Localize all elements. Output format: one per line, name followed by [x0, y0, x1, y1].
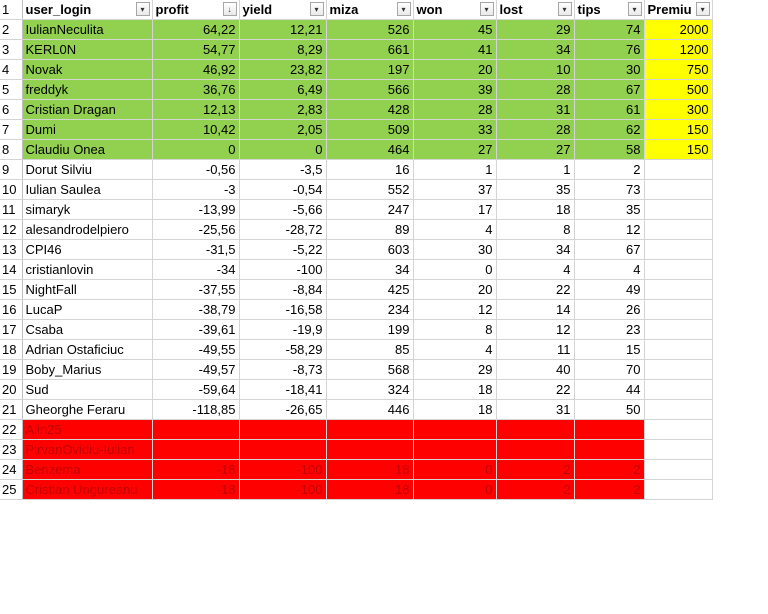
cell-yield[interactable]: 6,49	[239, 80, 326, 100]
cell-lost[interactable]: 35	[496, 180, 574, 200]
cell-user-login[interactable]: Benzema	[22, 460, 152, 480]
cell-lost[interactable]: 2	[496, 460, 574, 480]
cell-premiu[interactable]	[644, 360, 712, 380]
cell-yield[interactable]	[239, 420, 326, 440]
cell-profit[interactable]: -0,56	[152, 160, 239, 180]
cell-miza[interactable]: 18	[326, 480, 413, 500]
cell-miza[interactable]: 568	[326, 360, 413, 380]
row-number[interactable]: 5	[0, 80, 22, 100]
cell-won[interactable]: 28	[413, 100, 496, 120]
cell-yield[interactable]: -8,84	[239, 280, 326, 300]
row-number[interactable]: 14	[0, 260, 22, 280]
cell-won[interactable]: 4	[413, 220, 496, 240]
cell-yield[interactable]: 23,82	[239, 60, 326, 80]
cell-yield[interactable]: -100	[239, 260, 326, 280]
cell-profit[interactable]: -25,56	[152, 220, 239, 240]
cell-tips[interactable]: 12	[574, 220, 644, 240]
row-number[interactable]: 12	[0, 220, 22, 240]
cell-won[interactable]: 18	[413, 380, 496, 400]
cell-profit[interactable]: -31,5	[152, 240, 239, 260]
cell-lost[interactable]: 28	[496, 120, 574, 140]
cell-user-login[interactable]: Iulian Saulea	[22, 180, 152, 200]
cell-won[interactable]: 0	[413, 480, 496, 500]
cell-miza[interactable]: 526	[326, 20, 413, 40]
table-row	[0, 20, 712, 40]
cell-user-login[interactable]: KERL0N	[22, 40, 152, 60]
cell-profit[interactable]: -3	[152, 180, 239, 200]
row-number[interactable]: 2	[0, 20, 22, 40]
filter-dropdown-icon[interactable]: ▾	[558, 2, 572, 16]
row-number[interactable]: 13	[0, 240, 22, 260]
cell-user-login[interactable]: CPI46	[22, 240, 152, 260]
cell-profit[interactable]: -118,85	[152, 400, 239, 420]
cell-miza[interactable]: 85	[326, 340, 413, 360]
column-header-user-login[interactable]	[22, 0, 152, 20]
cell-won[interactable]: 45	[413, 20, 496, 40]
cell-user-login[interactable]: Cristian Dragan	[22, 100, 152, 120]
filter-dropdown-icon[interactable]: ▾	[696, 2, 710, 16]
cell-user-login[interactable]: Sud	[22, 380, 152, 400]
row-number[interactable]: 15	[0, 280, 22, 300]
row-number[interactable]: 24	[0, 460, 22, 480]
cell-lost[interactable]	[496, 420, 574, 440]
cell-profit[interactable]	[152, 420, 239, 440]
cell-profit[interactable]: -18	[152, 460, 239, 480]
cell-lost[interactable]: 31	[496, 400, 574, 420]
row-number[interactable]: 9	[0, 160, 22, 180]
cell-yield[interactable]: -0,54	[239, 180, 326, 200]
cell-tips[interactable]: 50	[574, 400, 644, 420]
cell-yield[interactable]: 8,29	[239, 40, 326, 60]
cell-profit[interactable]: -37,55	[152, 280, 239, 300]
cell-lost[interactable]: 2	[496, 480, 574, 500]
cell-profit[interactable]: 0	[152, 140, 239, 160]
cell-profit[interactable]	[152, 440, 239, 460]
cell-won[interactable]: 39	[413, 80, 496, 100]
cell-won[interactable]: 17	[413, 200, 496, 220]
cell-yield[interactable]: -26,65	[239, 400, 326, 420]
cell-miza[interactable]: 552	[326, 180, 413, 200]
cell-miza[interactable]: 324	[326, 380, 413, 400]
column-header-label: Premiu	[647, 2, 692, 17]
cell-miza[interactable]	[326, 440, 413, 460]
cell-won[interactable]: 29	[413, 360, 496, 380]
filter-dropdown-icon[interactable]: ▾	[136, 2, 150, 16]
row-number[interactable]: 22	[0, 420, 22, 440]
cell-lost[interactable]: 29	[496, 20, 574, 40]
cell-tips[interactable]: 35	[574, 200, 644, 220]
row-number[interactable]: 6	[0, 100, 22, 120]
column-header-lost[interactable]	[496, 0, 574, 20]
cell-won[interactable]: 18	[413, 400, 496, 420]
cell-yield[interactable]: -16,58	[239, 300, 326, 320]
cell-yield[interactable]: -5,22	[239, 240, 326, 260]
row-number[interactable]: 19	[0, 360, 22, 380]
cell-lost[interactable]: 28	[496, 80, 574, 100]
cell-profit[interactable]: 36,76	[152, 80, 239, 100]
table-row	[0, 420, 712, 440]
cell-profit[interactable]: 54,77	[152, 40, 239, 60]
cell-won[interactable]: 1	[413, 160, 496, 180]
cell-yield[interactable]: 2,05	[239, 120, 326, 140]
row-number[interactable]: 18	[0, 340, 22, 360]
column-header-label: miza	[329, 2, 359, 17]
cell-yield[interactable]: 12,21	[239, 20, 326, 40]
cell-premiu[interactable]: 500	[644, 80, 712, 100]
cell-tips[interactable]: 58	[574, 140, 644, 160]
table-row	[0, 460, 712, 480]
cell-tips[interactable]: 15	[574, 340, 644, 360]
cell-yield[interactable]: -8,73	[239, 360, 326, 380]
cell-user-login[interactable]: Claudiu Onea	[22, 140, 152, 160]
sort-descending-filter-icon[interactable]: ↓	[223, 2, 237, 16]
cell-premiu[interactable]	[644, 340, 712, 360]
cell-premiu[interactable]: 750	[644, 60, 712, 80]
cell-won[interactable]: 33	[413, 120, 496, 140]
cell-tips[interactable]: 2	[574, 160, 644, 180]
cell-miza[interactable]: 425	[326, 280, 413, 300]
cell-tips[interactable]: 4	[574, 260, 644, 280]
cell-premiu[interactable]	[644, 280, 712, 300]
cell-won[interactable]: 0	[413, 260, 496, 280]
cell-yield[interactable]: -58,29	[239, 340, 326, 360]
cell-miza[interactable]: 247	[326, 200, 413, 220]
cell-user-login[interactable]: IulianNeculita	[22, 20, 152, 40]
cell-tips[interactable]	[574, 420, 644, 440]
column-header-tips[interactable]	[574, 0, 644, 20]
table-row	[0, 160, 712, 180]
cell-won[interactable]: 4	[413, 340, 496, 360]
cell-tips[interactable]: 70	[574, 360, 644, 380]
cell-lost[interactable]: 27	[496, 140, 574, 160]
cell-tips[interactable]: 76	[574, 40, 644, 60]
cell-lost[interactable]	[496, 440, 574, 460]
cell-profit[interactable]: -38,79	[152, 300, 239, 320]
cell-profit[interactable]: -49,57	[152, 360, 239, 380]
cell-premiu[interactable]: 150	[644, 140, 712, 160]
cell-miza[interactable]: 464	[326, 140, 413, 160]
table-row	[0, 480, 712, 500]
cell-premiu[interactable]	[644, 440, 712, 460]
row-number[interactable]: 20	[0, 380, 22, 400]
cell-won[interactable]: 20	[413, 60, 496, 80]
cell-premiu[interactable]	[644, 420, 712, 440]
cell-yield[interactable]: -3,5	[239, 160, 326, 180]
cell-yield[interactable]: -18,41	[239, 380, 326, 400]
cell-won[interactable]	[413, 440, 496, 460]
cell-lost[interactable]: 18	[496, 200, 574, 220]
cell-tips[interactable]: 67	[574, 240, 644, 260]
cell-tips[interactable]: 26	[574, 300, 644, 320]
cell-won[interactable]: 12	[413, 300, 496, 320]
cell-yield[interactable]: 0	[239, 140, 326, 160]
row-number[interactable]: 10	[0, 180, 22, 200]
cell-miza[interactable]: 661	[326, 40, 413, 60]
cell-premiu[interactable]	[644, 220, 712, 240]
cell-miza[interactable]: 34	[326, 260, 413, 280]
table-row	[0, 300, 712, 320]
cell-yield[interactable]: -5,66	[239, 200, 326, 220]
cell-premiu[interactable]: 300	[644, 100, 712, 120]
cell-tips[interactable]: 67	[574, 80, 644, 100]
cell-premiu[interactable]: 1200	[644, 40, 712, 60]
table-row	[0, 180, 712, 200]
cell-miza[interactable]: 89	[326, 220, 413, 240]
cell-lost[interactable]: 11	[496, 340, 574, 360]
row-number[interactable]: 16	[0, 300, 22, 320]
cell-yield[interactable]	[239, 440, 326, 460]
cell-lost[interactable]: 31	[496, 100, 574, 120]
column-header-label: user_login	[25, 2, 92, 17]
column-header-label: tips	[577, 2, 601, 17]
row-number[interactable]: 17	[0, 320, 22, 340]
row-number[interactable]: 25	[0, 480, 22, 500]
cell-profit[interactable]: -59,64	[152, 380, 239, 400]
cell-tips[interactable]: 73	[574, 180, 644, 200]
table-row	[0, 280, 712, 300]
cell-miza[interactable]: 509	[326, 120, 413, 140]
column-header-label: yield	[242, 2, 273, 17]
row-number[interactable]: 1	[0, 0, 22, 20]
cell-tips[interactable]: 23	[574, 320, 644, 340]
cell-premiu[interactable]	[644, 400, 712, 420]
cell-user-login[interactable]: Adrian Ostaficiuc	[22, 340, 152, 360]
cell-won[interactable]: 8	[413, 320, 496, 340]
table-row	[0, 340, 712, 360]
row-number[interactable]: 21	[0, 400, 22, 420]
cell-tips[interactable]: 44	[574, 380, 644, 400]
cell-user-login[interactable]: Csaba	[22, 320, 152, 340]
row-number[interactable]: 3	[0, 40, 22, 60]
cell-tips[interactable]	[574, 440, 644, 460]
cell-profit[interactable]: 10,42	[152, 120, 239, 140]
table-row	[0, 40, 712, 60]
cell-lost[interactable]: 10	[496, 60, 574, 80]
column-header-won[interactable]	[413, 0, 496, 20]
cell-premiu[interactable]	[644, 180, 712, 200]
cell-miza[interactable]: 428	[326, 100, 413, 120]
column-header-premiu[interactable]	[644, 0, 712, 20]
cell-user-login[interactable]: simaryk	[22, 200, 152, 220]
row-number[interactable]: 11	[0, 200, 22, 220]
column-header-yield[interactable]	[239, 0, 326, 20]
cell-user-login[interactable]: LucaP	[22, 300, 152, 320]
cell-won[interactable]: 0	[413, 460, 496, 480]
cell-user-login[interactable]: Alin25	[22, 420, 152, 440]
cell-profit[interactable]: -18	[152, 480, 239, 500]
table-row	[0, 400, 712, 420]
table-row	[0, 120, 712, 140]
table-row	[0, 100, 712, 120]
cell-profit[interactable]: -34	[152, 260, 239, 280]
cell-yield[interactable]: 2,83	[239, 100, 326, 120]
cell-won[interactable]: 27	[413, 140, 496, 160]
cell-miza[interactable]: 446	[326, 400, 413, 420]
cell-lost[interactable]: 34	[496, 240, 574, 260]
filter-dropdown-icon[interactable]: ▾	[397, 2, 411, 16]
cell-miza[interactable]: 16	[326, 160, 413, 180]
cell-premiu[interactable]	[644, 320, 712, 340]
cell-miza[interactable]: 18	[326, 460, 413, 480]
cell-miza[interactable]	[326, 420, 413, 440]
table-row	[0, 240, 712, 260]
column-header-label: lost	[499, 2, 523, 17]
cell-user-login[interactable]: Dorut Silviu	[22, 160, 152, 180]
table-row	[0, 320, 712, 340]
cell-user-login[interactable]: Novak	[22, 60, 152, 80]
cell-tips[interactable]: 30	[574, 60, 644, 80]
cell-premiu[interactable]	[644, 240, 712, 260]
table-row	[0, 440, 712, 460]
cell-profit[interactable]: -13,99	[152, 200, 239, 220]
cell-premiu[interactable]	[644, 160, 712, 180]
cell-premiu[interactable]	[644, 380, 712, 400]
cell-user-login[interactable]: Cristian Ungureanu	[22, 480, 152, 500]
cell-won[interactable]: 37	[413, 180, 496, 200]
header-row	[0, 0, 712, 20]
cell-lost[interactable]: 4	[496, 260, 574, 280]
cell-lost[interactable]: 8	[496, 220, 574, 240]
cell-premiu[interactable]	[644, 460, 712, 480]
cell-yield[interactable]: -28,72	[239, 220, 326, 240]
cell-premiu[interactable]	[644, 260, 712, 280]
cell-premiu[interactable]: 2000	[644, 20, 712, 40]
cell-miza[interactable]: 199	[326, 320, 413, 340]
table-row	[0, 80, 712, 100]
table-row	[0, 220, 712, 240]
cell-premiu[interactable]	[644, 480, 712, 500]
cell-lost[interactable]: 34	[496, 40, 574, 60]
cell-tips[interactable]: 49	[574, 280, 644, 300]
table-row	[0, 380, 712, 400]
table-row	[0, 60, 712, 80]
cell-tips[interactable]: 2	[574, 480, 644, 500]
cell-user-login[interactable]: cristianlovin	[22, 260, 152, 280]
cell-lost[interactable]: 12	[496, 320, 574, 340]
cell-lost[interactable]: 14	[496, 300, 574, 320]
cell-lost[interactable]: 22	[496, 280, 574, 300]
cell-profit[interactable]: 64,22	[152, 20, 239, 40]
row-number[interactable]: 7	[0, 120, 22, 140]
cell-user-login[interactable]: NightFall	[22, 280, 152, 300]
cell-lost[interactable]: 1	[496, 160, 574, 180]
cell-miza[interactable]: 566	[326, 80, 413, 100]
filter-dropdown-icon[interactable]: ▾	[628, 2, 642, 16]
row-number[interactable]: 8	[0, 140, 22, 160]
cell-premiu[interactable]: 150	[644, 120, 712, 140]
cell-premiu[interactable]	[644, 200, 712, 220]
column-header-label: won	[416, 2, 443, 17]
cell-won[interactable]: 20	[413, 280, 496, 300]
cell-won[interactable]: 41	[413, 40, 496, 60]
filter-dropdown-icon[interactable]: ▾	[310, 2, 324, 16]
cell-profit[interactable]: 12,13	[152, 100, 239, 120]
cell-tips[interactable]: 2	[574, 460, 644, 480]
cell-tips[interactable]: 61	[574, 100, 644, 120]
cell-profit[interactable]: -39,61	[152, 320, 239, 340]
cell-lost[interactable]: 40	[496, 360, 574, 380]
cell-user-login[interactable]: PirvanOvidiu-Iulian	[22, 440, 152, 460]
cell-miza[interactable]: 234	[326, 300, 413, 320]
cell-yield[interactable]: -19,9	[239, 320, 326, 340]
cell-premiu[interactable]	[644, 300, 712, 320]
column-header-miza[interactable]	[326, 0, 413, 20]
table-row	[0, 360, 712, 380]
cell-user-login[interactable]: alesandrodelpiero	[22, 220, 152, 240]
cell-yield[interactable]: -100	[239, 460, 326, 480]
table-row	[0, 140, 712, 160]
row-number[interactable]: 4	[0, 60, 22, 80]
cell-won[interactable]	[413, 420, 496, 440]
filter-dropdown-icon[interactable]: ▾	[480, 2, 494, 16]
cell-profit[interactable]: -49,55	[152, 340, 239, 360]
column-header-profit[interactable]	[152, 0, 239, 20]
cell-user-login[interactable]: freddyk	[22, 80, 152, 100]
cell-miza[interactable]: 197	[326, 60, 413, 80]
cell-profit[interactable]: 46,92	[152, 60, 239, 80]
cell-won[interactable]: 30	[413, 240, 496, 260]
cell-user-login[interactable]: Gheorghe Feraru	[22, 400, 152, 420]
table-row	[0, 260, 712, 280]
cell-lost[interactable]: 22	[496, 380, 574, 400]
column-header-label: profit	[155, 2, 189, 17]
cell-tips[interactable]: 74	[574, 20, 644, 40]
cell-user-login[interactable]: Boby_Marius	[22, 360, 152, 380]
row-number[interactable]: 23	[0, 440, 22, 460]
table-row	[0, 200, 712, 220]
cell-yield[interactable]: -100	[239, 480, 326, 500]
cell-tips[interactable]: 62	[574, 120, 644, 140]
cell-miza[interactable]: 603	[326, 240, 413, 260]
cell-user-login[interactable]: Dumi	[22, 120, 152, 140]
